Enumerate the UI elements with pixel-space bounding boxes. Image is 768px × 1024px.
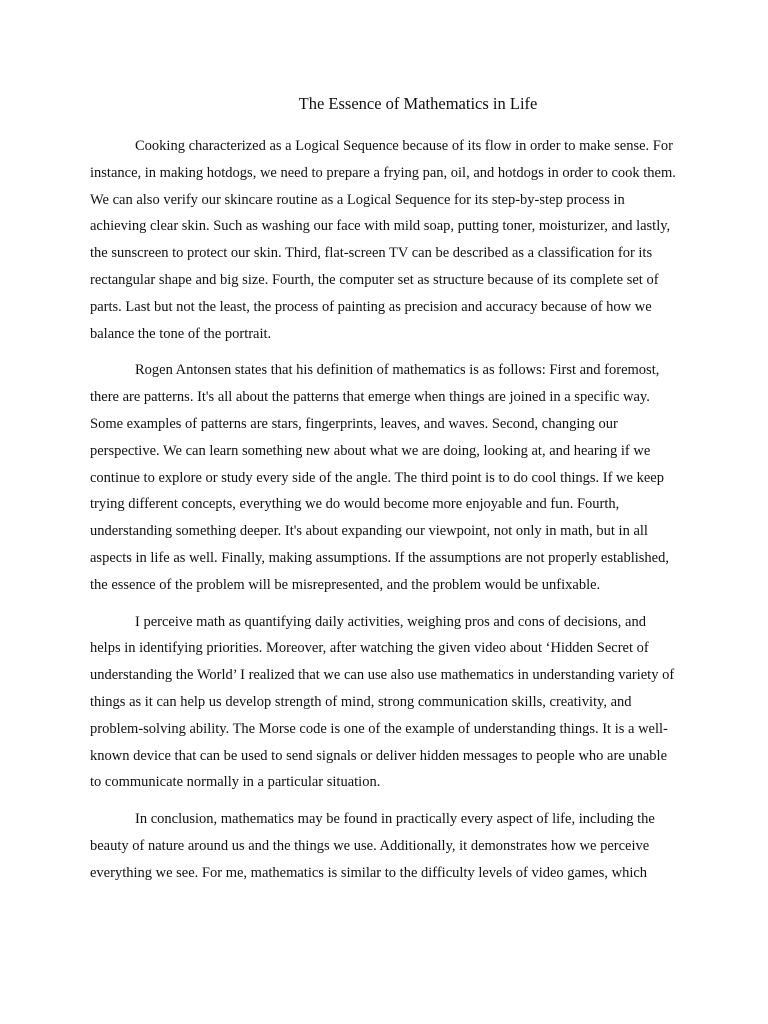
document-title: The Essence of Mathematics in Life: [298, 94, 538, 113]
document-body: [90, 133, 680, 897]
paragraph-logical-sequence: Cooking characterized as a Logical Sequence because of its flow in order to make sense. For instance, in making hotdogs, we need to prepare a frying pan, oil, and hotdogs in order to cook them. We can also verify our skincare routine as a Logical Sequence for its step-by-step process in achieving clear skin. Such as washing our face with mild soap, putting toner, moisturizer, and lastly, the sunscreen to protect our skin. Third, flat-screen TV can be described as a classification for its rectangular shape and big size. Fourth, the computer set as structure because of its complete set of parts. Last but not the least, the process of painting as precision and accuracy because of how we balance the tone of the portrait.: [90, 138, 676, 342]
paragraph-antonsen-definition: Rogen Antonsen states that his definition of mathematics is as follows: First and foremost, there are patterns. It's all about the patterns that emerge when things are joined in a specific way. Some examples of patterns are stars, fingerprints, leaves, and waves. Second, changing our perspective. We can learn something new about what we are doing, looking at, and hearing if we continue to explore or study every side of the angle. The third point is to do cool things. If we keep trying different concepts, everything we do would become more enjoyable and fun. Fourth, understanding something deeper. It's about expanding our viewpoint, not only in math, but in all aspects in life as well. Finally, making assumptions. If the assumptions are not properly established, the essence of the problem will be misrepresented, and the problem would be unfixable.: [90, 362, 669, 593]
paragraph-conclusion: In conclusion, mathematics may be found in practically every aspect of life, including the beauty of nature around us and the things we use. Additionally, it demonstrates how we perceive everything we see. For me, mathematics is similar to the difficulty levels of video games, which: [90, 811, 655, 881]
paragraph-perception-of-math: I perceive math as quantifying daily activities, weighing pros and cons of decisions, and helps in identifying priorities. Moreover, after watching the given video about ‘Hidden Secret of understanding the World’ I realized that we can use also use mathematics in understanding variety of things as it can help us develop strength of mind, strong communication skills, creativity, and problem-solving ability. The Morse code is one of the example of understanding things. It is a well-known device that can be used to send signals or deliver hidden messages to people who are unable to communicate normally in a particular situation.: [90, 613, 675, 791]
